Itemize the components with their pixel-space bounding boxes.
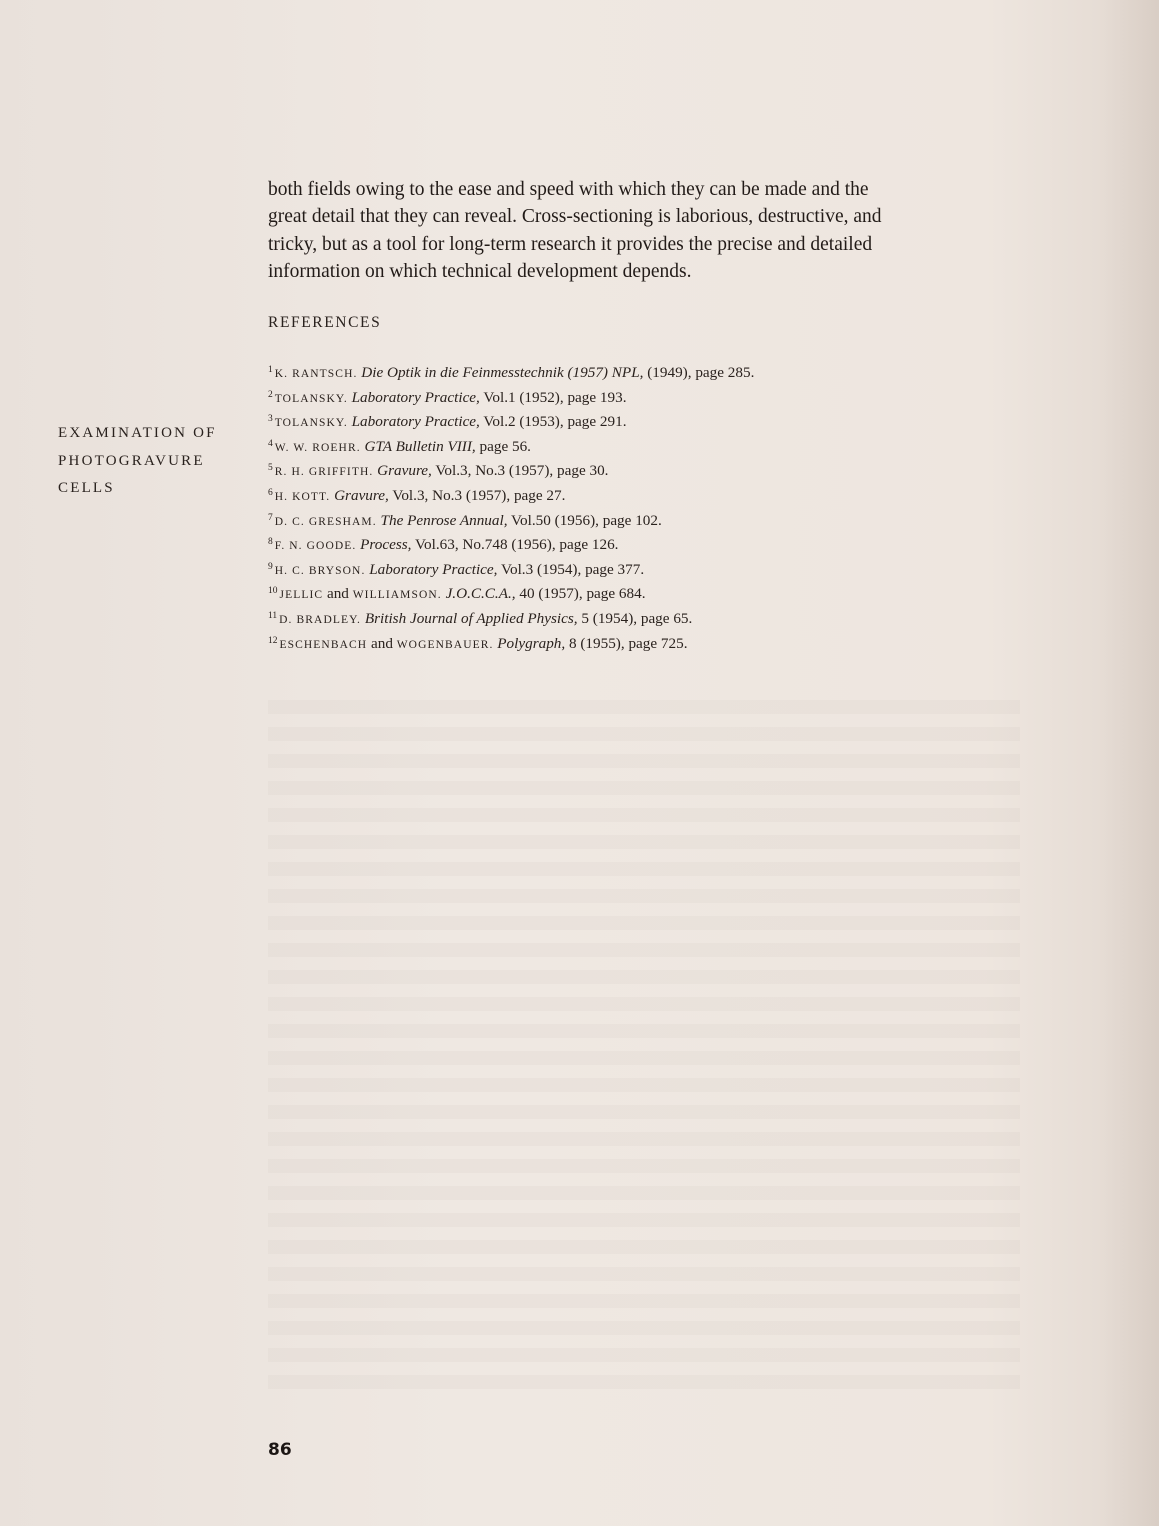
reference-author: TOLANSKY. xyxy=(274,392,348,405)
reference-title: The Penrose Annual, xyxy=(380,511,508,529)
reference-author: H. C. BRYSON. xyxy=(274,564,366,577)
show-through-text xyxy=(268,700,1020,1390)
reference-author: JELLIC xyxy=(279,589,324,602)
reference-joiner: and xyxy=(323,585,353,603)
running-title-line: PHOTOGRAVURE xyxy=(58,452,205,469)
reference-joiner: and xyxy=(367,634,397,652)
reference-details: page 56. xyxy=(475,437,531,455)
reference-title: Laboratory Practice, xyxy=(369,560,498,578)
reference-title: British Journal of Applied Physics, xyxy=(364,609,578,627)
reference-author: D. BRADLEY. xyxy=(279,613,362,626)
reference-item xyxy=(268,581,1028,606)
running-title-line: CELLS xyxy=(58,480,115,496)
reference-details: 5 (1954), page 65. xyxy=(577,609,693,627)
reference-number: 5 xyxy=(268,463,273,474)
running-title xyxy=(58,420,258,503)
reference-number: 4 xyxy=(268,438,273,449)
reference-author: W. W. ROEHR. xyxy=(274,441,361,454)
reference-item xyxy=(268,557,1028,582)
body-line: both fields owing to the ease and speed with which they can be made and the xyxy=(268,179,869,200)
reference-author: H. KOTT. xyxy=(274,490,331,503)
page-number: 86 xyxy=(268,1440,292,1460)
reference-item xyxy=(268,508,1028,533)
reference-details: Vol.63, No.748 (1956), page 126. xyxy=(411,536,619,554)
reference-details: Vol.2 (1953), page 291. xyxy=(479,413,627,431)
reference-number: 11 xyxy=(268,610,278,621)
reference-number: 1 xyxy=(268,365,273,375)
reference-item xyxy=(268,631,1028,656)
reference-item xyxy=(268,458,1028,483)
reference-author: D. C. GRESHAM. xyxy=(274,515,377,528)
reference-title: GTA Bulletin VIII, xyxy=(364,437,476,455)
reference-details: Vol.3 (1954), page 377. xyxy=(497,560,645,578)
reference-details: Vol.3, No.3 (1957), page 27. xyxy=(388,486,566,504)
reference-item xyxy=(268,409,1028,434)
reference-number: 3 xyxy=(268,414,273,425)
body-line: great detail that they can reveal. Cross-sectioning is laborious, destructive, and xyxy=(268,206,882,228)
reference-author: K. RANTSCH. xyxy=(274,368,358,380)
reference-details: 40 (1957), page 684. xyxy=(515,585,646,603)
reference-number: 10 xyxy=(268,586,278,597)
reference-details: (1949), page 285. xyxy=(643,364,755,381)
reference-number: 12 xyxy=(268,635,278,646)
reference-author: WILLIAMSON. xyxy=(352,589,442,602)
reference-author: TOLANSKY. xyxy=(274,417,348,430)
reference-item xyxy=(268,385,1028,410)
reference-title: Gravure, xyxy=(377,462,432,480)
reference-title: J.O.C.C.A., xyxy=(445,585,516,603)
reference-author: F. N. GOODE. xyxy=(274,540,357,553)
reference-details: Vol.50 (1956), page 102. xyxy=(507,511,662,529)
reference-title: Polygraph, xyxy=(497,634,566,652)
body-line: tricky, but as a tool for long-term research it provides the precise and detailed xyxy=(268,233,873,255)
reference-item xyxy=(268,606,1028,631)
reference-details: Vol.1 (1952), page 193. xyxy=(479,388,627,406)
reference-details: Vol.3, No.3 (1957), page 30. xyxy=(431,462,609,480)
reference-author: WOGENBAUER. xyxy=(396,638,494,651)
reference-details: 8 (1955), page 725. xyxy=(565,634,688,652)
reference-number: 2 xyxy=(268,389,273,400)
running-title-line: EXAMINATION OF xyxy=(58,425,217,441)
reference-title: Laboratory Practice, xyxy=(351,413,480,431)
reference-number: 7 xyxy=(268,512,273,523)
reference-item xyxy=(268,434,1028,459)
references-heading: REFERENCES xyxy=(268,314,382,331)
reference-title: Gravure, xyxy=(334,486,389,504)
body-line: information on which technical development depends. xyxy=(268,261,692,283)
reference-item xyxy=(268,483,1028,508)
reference-title: Die Optik in die Feinmesstechnik (1957) NPL, xyxy=(361,364,644,381)
body-paragraph xyxy=(268,176,1020,286)
reference-item xyxy=(268,532,1028,557)
references-list xyxy=(268,360,1028,655)
reference-author: R. H. GRIFFITH. xyxy=(274,466,374,479)
reference-number: 6 xyxy=(268,487,273,498)
reference-author: ESCHENBACH xyxy=(279,638,368,651)
reference-title: Process, xyxy=(360,536,412,554)
reference-item xyxy=(268,360,1028,385)
reference-number: 8 xyxy=(268,537,273,548)
reference-number: 9 xyxy=(268,561,273,572)
reference-title: Laboratory Practice, xyxy=(351,388,480,406)
page-edge-shadow xyxy=(1099,0,1159,1526)
